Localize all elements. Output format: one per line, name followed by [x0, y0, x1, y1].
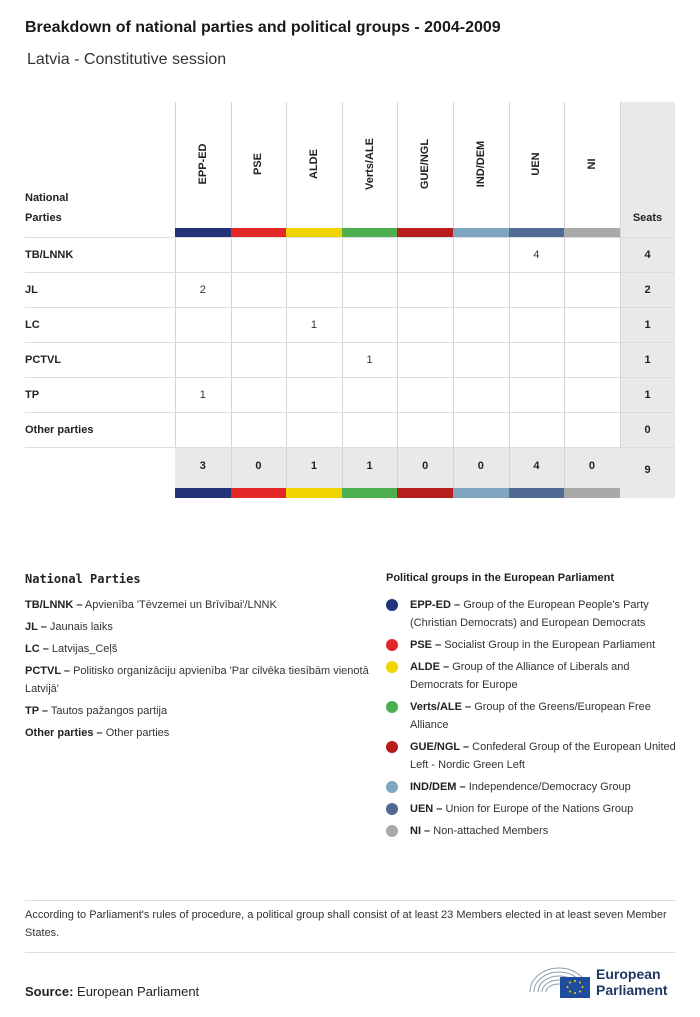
- group-color-bar: [342, 228, 398, 237]
- totals-divider: [564, 447, 565, 488]
- seat-cell: 1: [366, 354, 373, 366]
- political-group-name: Independence/Democracy Group: [468, 781, 631, 793]
- seat-cell: 2: [199, 284, 206, 296]
- totals-divider: [509, 447, 510, 488]
- group-header-label: GUE/NGL: [419, 138, 432, 190]
- group-header-ind-dem: [453, 102, 509, 228]
- political-group-legend-item: [386, 698, 676, 734]
- political-group-legend-item: [386, 658, 676, 694]
- group-header-label: ALDE: [307, 149, 320, 179]
- national-party-abbr: JL –: [25, 621, 47, 633]
- political-group-abbr: UEN –: [410, 803, 443, 815]
- group-header-ni: [564, 102, 620, 228]
- logo-text-line2: Parliament: [596, 982, 668, 998]
- national-party-name: Latvijas_Ceļš: [51, 643, 118, 655]
- group-color-dot-icon: [386, 639, 398, 651]
- group-header-pse: [231, 102, 287, 228]
- row-divider: [25, 272, 675, 273]
- logo-text-line1: European: [596, 966, 661, 982]
- group-header-label: Verts/ALE: [363, 138, 376, 190]
- group-header-label: EPP-ED: [196, 143, 209, 185]
- group-header-epp-ed: [175, 102, 231, 228]
- party-row-label: LC: [25, 319, 40, 331]
- european-parliament-logo: [526, 962, 676, 1000]
- group-header-alde: [286, 102, 342, 228]
- group-total: 4: [533, 460, 540, 472]
- group-header-uen: [509, 102, 565, 228]
- row-divider: [25, 307, 675, 308]
- party-row-label: Other parties: [25, 424, 94, 436]
- group-color-dot-icon: [386, 701, 398, 713]
- national-party-legend-item: [25, 662, 370, 698]
- group-total: 0: [477, 460, 484, 472]
- group-total: 0: [255, 460, 262, 472]
- group-color-dot-icon: [386, 803, 398, 815]
- group-color-dot-icon: [386, 781, 398, 793]
- national-parties-header-line1: National: [25, 192, 69, 204]
- header-divider: [25, 237, 675, 238]
- page-title: Breakdown of national parties and political groups - 2004-2009: [25, 19, 501, 36]
- political-group-legend-item: [386, 738, 676, 774]
- party-seat-total: 1: [644, 319, 651, 331]
- group-color-bar-bottom: [397, 488, 453, 498]
- party-seat-total: 1: [644, 354, 651, 366]
- group-header-verts-ale: [342, 102, 398, 228]
- party-row-label: JL: [25, 284, 38, 296]
- party-seat-total: 0: [644, 424, 651, 436]
- group-total: 0: [588, 460, 596, 472]
- note-divider-top: [25, 900, 675, 901]
- group-header-label: PSE: [252, 152, 265, 176]
- political-group-abbr: PSE –: [410, 639, 442, 651]
- seat-cell: 1: [310, 319, 318, 331]
- totals-divider: [286, 447, 287, 488]
- source-line: [25, 984, 199, 999]
- political-group-name: Group of the Alliance of Liberals and Democrats for Europe: [410, 661, 630, 691]
- group-header-label: NI: [585, 158, 598, 170]
- hemicycle-icon: [526, 962, 592, 1000]
- political-group-abbr: IND/DEM –: [410, 781, 466, 793]
- source-label: Source:: [25, 984, 74, 999]
- group-color-bar-bottom: [564, 488, 620, 498]
- political-group-legend-item: [386, 822, 676, 840]
- group-total: 3: [199, 460, 206, 472]
- national-parties-legend: [25, 596, 370, 746]
- seat-breakdown-table: [25, 102, 675, 498]
- group-total: 1: [366, 460, 373, 472]
- national-party-abbr: PCTVL –: [25, 665, 71, 677]
- group-color-bar: [286, 228, 342, 237]
- group-header-gue-ngl: [397, 102, 453, 228]
- political-group-legend-item: [386, 778, 676, 796]
- political-groups-legend-title: Political groups in the European Parliament: [386, 572, 614, 584]
- group-header-label: UEN: [530, 152, 543, 176]
- political-group-name: Non-attached Members: [433, 825, 549, 837]
- political-groups-legend: [386, 596, 676, 844]
- national-party-legend-item: [25, 724, 370, 742]
- group-color-bar-bottom: [231, 488, 287, 498]
- political-group-name: Socialist Group in the European Parliament: [444, 639, 656, 651]
- political-group-legend-item: [386, 596, 676, 632]
- group-color-bar: [509, 228, 565, 237]
- national-party-abbr: TP –: [25, 705, 49, 717]
- totals-divider: [342, 447, 343, 488]
- political-group-name: Union for Europe of the Nations Group: [445, 803, 634, 815]
- logo-text: [596, 966, 668, 998]
- national-party-name: Politisko organizāciju apvienība 'Par cilvēka tiesībām vienotā Latvijā': [25, 665, 369, 695]
- national-party-abbr: LC –: [25, 643, 49, 655]
- row-divider: [25, 342, 675, 343]
- total-seats: 9: [644, 464, 651, 476]
- political-group-name: Group of the Greens/European Free Alliance: [410, 701, 651, 731]
- group-color-bar-bottom: [509, 488, 565, 498]
- group-color-dot-icon: [386, 741, 398, 753]
- national-party-legend-item: [25, 702, 370, 720]
- political-group-name: Confederal Group of the European United Left - Nordic Green Left: [410, 741, 676, 771]
- national-party-abbr: Other parties –: [25, 727, 103, 739]
- row-divider: [25, 412, 675, 413]
- group-color-bar: [175, 228, 231, 237]
- procedure-note: According to Parliament's rules of procedure, a political group shall consist of at least 23 Members elected in at least seven Member States.: [25, 909, 667, 939]
- seats-column-background: [620, 102, 675, 498]
- group-header-label: IND/DEM: [474, 140, 487, 188]
- group-color-bar: [453, 228, 509, 237]
- group-color-bar-bottom: [342, 488, 398, 498]
- group-color-bar: [397, 228, 453, 237]
- national-party-name: Other parties: [105, 727, 170, 739]
- national-parties-header-line2: Parties: [25, 212, 62, 224]
- national-party-abbr: TB/LNNK –: [25, 599, 83, 611]
- national-party-legend-item: [25, 618, 370, 636]
- political-group-abbr: ALDE –: [410, 661, 450, 673]
- national-parties-legend-title: National Parties: [25, 572, 141, 586]
- group-color-dot-icon: [386, 599, 398, 611]
- national-party-name: Jaunais laiks: [49, 621, 113, 633]
- group-color-bar: [564, 228, 620, 237]
- group-total: 0: [422, 460, 429, 472]
- party-seat-total: 1: [644, 389, 651, 401]
- totals-divider: [453, 447, 454, 488]
- political-group-abbr: EPP-ED –: [410, 599, 461, 611]
- political-group-legend-item: [386, 800, 676, 818]
- source-value: European Parliament: [77, 984, 200, 999]
- seats-header: Seats: [632, 212, 663, 224]
- group-color-bar-bottom: [453, 488, 509, 498]
- group-color-bar: [231, 228, 287, 237]
- page-subtitle: Latvia - Constitutive session: [27, 51, 227, 68]
- row-divider: [25, 377, 675, 378]
- group-color-bar-bottom: [286, 488, 342, 498]
- political-group-abbr: GUE/NGL –: [410, 741, 470, 753]
- party-seat-total: 2: [644, 284, 651, 296]
- national-party-legend-item: [25, 640, 370, 658]
- party-row-label: TP: [25, 389, 40, 401]
- political-group-abbr: Verts/ALE –: [410, 701, 472, 713]
- party-row-label: TB/LNNK: [25, 249, 74, 261]
- party-row-label: PCTVL: [25, 354, 62, 366]
- note-divider-bottom: [25, 952, 675, 953]
- totals-divider: [397, 447, 398, 488]
- group-total: 1: [310, 460, 318, 472]
- seat-cell: 4: [533, 249, 540, 261]
- political-group-name: Group of the European People's Party (Christian Democrats) and European Democrats: [410, 599, 649, 629]
- national-party-name: Tautos pažangos partija: [50, 705, 168, 717]
- party-seat-total: 4: [644, 249, 651, 261]
- group-color-dot-icon: [386, 825, 398, 837]
- totals-divider: [231, 447, 232, 488]
- national-party-legend-item: [25, 596, 370, 614]
- national-party-name: Apvienība 'Tēvzemei un Brīvībai'/LNNK: [84, 599, 277, 611]
- political-group-legend-item: [386, 636, 676, 654]
- seat-cell: 1: [199, 389, 206, 401]
- row-divider: [25, 447, 675, 448]
- political-group-abbr: NI –: [410, 825, 431, 837]
- group-color-bar-bottom: [175, 488, 231, 498]
- group-color-dot-icon: [386, 661, 398, 673]
- national-parties-header: [25, 188, 68, 228]
